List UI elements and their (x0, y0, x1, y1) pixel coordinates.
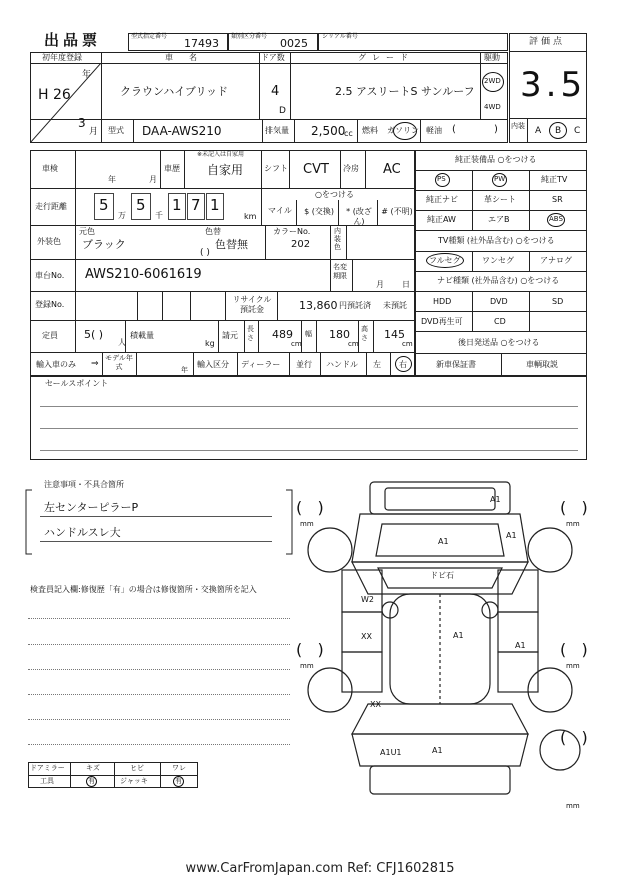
recycle-value: 13,860 (299, 299, 338, 312)
odo-digit-3: 1 (172, 196, 182, 214)
inspection-year: 年 (108, 175, 116, 184)
model-year-label: モデル年式 (105, 354, 133, 371)
first-reg-era: H 26 (38, 87, 71, 103)
rating-value: 3.5 (520, 65, 587, 105)
width-value: 180 (329, 328, 350, 341)
odo-tamper: * (改ざん) (346, 207, 372, 226)
import-parallel: 並行 (296, 360, 312, 369)
fuel-paren: ( ) (452, 124, 498, 135)
interior-c: C (574, 126, 581, 136)
bracket-right-bottom: ( ) (560, 728, 588, 747)
mm-left-top: mm (300, 520, 314, 528)
cond-tools: 工具 (40, 777, 54, 785)
ac-value: AC (383, 162, 401, 177)
color-no-value: 202 (291, 239, 311, 250)
mileage-label: 走行距離 (35, 202, 67, 211)
mm-left-mid: mm (300, 662, 314, 670)
rating-label: 評価点 (529, 37, 566, 47)
length-label: 長さ (247, 325, 254, 342)
height-label: 高さ (361, 325, 368, 342)
odo-swap: $ (交換) (304, 207, 334, 216)
cond-jack: ジャッキ (120, 777, 148, 785)
later-manual: 車輌取説 (526, 360, 558, 369)
eq-navi: 純正ナビ (426, 195, 458, 204)
tv-full-circle (426, 253, 464, 268)
equipment-header: 純正装備品 ○をつける (455, 155, 537, 164)
navi-dvd-play: DVD再生可 (421, 317, 463, 326)
inspector-title: 検査員記入欄:修復歴「有」の場合は修復箇所・交換箇所を記入 (30, 585, 257, 594)
name-change-label: 名変期限 (333, 263, 347, 280)
recycle-unit: 円預託済 (339, 301, 371, 310)
odo-unknown: # (不明) (381, 207, 413, 216)
eq-leather: 革シート (484, 195, 516, 204)
model-cert-value: 17493 (184, 37, 219, 50)
mark-rear-bumper: A1 (432, 746, 443, 755)
inspection-month: 月 (149, 175, 157, 184)
cond-jack-yes: 有 (175, 777, 182, 785)
page-title: 出品票 (44, 31, 102, 49)
eq-aw: 純正AW (427, 215, 456, 224)
drive-4wd: 4WD (484, 103, 501, 111)
color-no-label: カラーNo. (273, 227, 311, 236)
notes-line-2: ハンドルスレ大 (44, 526, 121, 539)
mark-rear-bumper-left: A1U1 (380, 748, 402, 757)
first-reg-month-unit: 月 (89, 127, 99, 137)
fuel-label: 燃料 (362, 126, 378, 135)
odo-mile: マイル (268, 206, 292, 215)
cond-crack: ヒビ (130, 764, 144, 772)
load-label: 積載量 (130, 331, 154, 340)
recycle-not: 未預託 (383, 301, 407, 310)
shift-label: シフト (264, 164, 288, 173)
length-value: 489 (272, 328, 293, 341)
first-reg-month: 3 (78, 116, 86, 130)
bracket-right-mid: ( ) (560, 640, 588, 659)
bracket-left-mid: ( ) (296, 640, 324, 659)
ac-label: 冷房 (343, 164, 359, 173)
odo-digit-4: 7 (191, 196, 201, 214)
eq-pw: PW (494, 175, 506, 183)
tv-full: フルセグ (429, 256, 461, 265)
capacity-unit: 人 (118, 338, 126, 347)
navi-cd: CD (494, 317, 506, 326)
first-reg-label: 初年度登録 (42, 53, 82, 62)
name-change-month: 月 (376, 280, 384, 289)
notes-line-1: 左センターピラーP (44, 501, 139, 514)
odo-digit-1: 5 (99, 196, 109, 214)
capacity-value: 5( ) (84, 328, 104, 341)
eq-tv: 純正TV (541, 175, 568, 184)
doors-value: 4 (271, 84, 280, 99)
mark-right-rear-door: A1 (515, 641, 526, 650)
footer-watermark: www.CarFromJapan.com Ref: CFJ1602815 (185, 861, 455, 876)
later-warranty: 新車保証書 (436, 360, 476, 369)
vin-value: AWS210-6061619 (85, 267, 202, 282)
grade-label: グレード (358, 53, 414, 62)
navi-dvd: DVD (490, 297, 508, 306)
mm-right-bottom: mm (566, 802, 580, 810)
eq-airbag: エアB (488, 215, 510, 224)
odo-digit-2: 5 (136, 196, 146, 214)
repaint-paren: ( ) (200, 248, 210, 258)
orig-color-label: 元色 (79, 227, 95, 236)
mark-hood-left: A1 (438, 537, 449, 546)
fuel-diesel: 軽油 (426, 126, 442, 135)
recycle-label: リサイクル預託金 (232, 295, 272, 314)
repaint-value: 色替無 (215, 238, 248, 251)
import-dealer: ディーラー (241, 360, 281, 369)
displacement-label: 排気量 (265, 126, 289, 135)
odo-man: 万 (118, 211, 126, 220)
eq-abs-circle (547, 213, 565, 227)
class-value: 0025 (280, 37, 308, 50)
mark-left-rear-door: XX (361, 632, 372, 641)
interior-label: 内装 (511, 122, 525, 130)
handle-left: 左 (373, 360, 381, 369)
mark-hood-right: A1 (506, 531, 517, 540)
height-unit: cm (402, 340, 413, 348)
interior-a: A (535, 126, 542, 136)
door-type: D (279, 106, 286, 116)
tv-one: ワンセグ (482, 256, 514, 265)
history-value: 自家用 (207, 163, 244, 177)
history-note: ※未記入は自家用 (197, 151, 245, 158)
car-name-label: 車名 (165, 53, 213, 62)
notes-bracket (24, 488, 294, 558)
interior-color-label: 内装色 (334, 227, 341, 251)
eq-abs: ABS (549, 215, 563, 223)
handle-right-circle (395, 356, 412, 372)
displacement-value: 2,500 (311, 124, 346, 138)
interior-b-circle (549, 122, 567, 139)
odo-sen: 千 (155, 211, 163, 220)
import-arrow: ⇒ (91, 359, 99, 369)
doors-label: ドア数 (261, 53, 285, 62)
tv-analog: アナログ (540, 256, 572, 265)
odo-km: km (244, 212, 257, 221)
bracket-right-top: ( ) (560, 498, 588, 517)
mark-roof: A1 (453, 631, 464, 640)
name-change-day: 日 (402, 280, 410, 289)
cond-tools-circle (86, 776, 97, 787)
notes-title: 注意事項・不具合箇所 (44, 480, 124, 489)
car-diagram (290, 470, 600, 820)
reg-no-label: 登録No. (35, 300, 65, 309)
sales-point-box (30, 376, 587, 460)
vin-label: 車台No. (35, 271, 65, 280)
mm-right-mid: mm (566, 662, 580, 670)
cond-break: ワレ (172, 764, 186, 772)
model-label: 型式 (108, 126, 124, 135)
bracket-left-top: ( ) (296, 498, 324, 517)
drive-label: 駆動 (484, 53, 500, 62)
first-reg-year-unit: 年 (82, 70, 92, 80)
drive-2wd: 2WD (484, 77, 501, 85)
mark-windshield: ドビ石 (430, 571, 454, 580)
interior-b: B (555, 126, 562, 136)
class-label: 類別区分番号 (231, 33, 268, 40)
mark-front-bumper: A1 (490, 495, 501, 504)
shift-value: CVT (303, 162, 329, 177)
eq-ps-circle (435, 173, 450, 187)
grade-value: 2.5 アスリートS サンルーフ (335, 85, 475, 98)
cond-scratch: キズ (86, 764, 100, 772)
model-year-unit: 年 (181, 366, 188, 374)
odo-digit-5: 1 (210, 196, 220, 214)
import-label: 輸入車のみ (36, 360, 76, 369)
width-unit: cm (348, 340, 359, 348)
navi-hdd: HDD (433, 297, 452, 306)
repaint-label: 色替 (205, 227, 221, 236)
color-value: ブラック (82, 238, 126, 251)
mark-left-front-door: W2 (361, 595, 374, 604)
height-value: 145 (384, 328, 405, 341)
eq-pw-circle (492, 173, 507, 187)
tv-header: TV種類 (社外品含む) ○をつける (438, 236, 555, 245)
handle-right: 右 (399, 360, 407, 369)
fuel-gasoline-circle (393, 122, 417, 140)
odo-circle-note: ○をつける (315, 190, 354, 199)
later-header: 後日発送品 ○をつける (458, 338, 540, 347)
navi-header: ナビ種類 (社外品含む) ○をつける (437, 276, 560, 285)
handle-label: ハンドル (326, 360, 358, 369)
navi-sd: SD (552, 297, 564, 306)
eq-sr: SR (552, 195, 563, 204)
cond-jack-circle (173, 776, 184, 787)
model-value: DAA-AWS210 (142, 124, 222, 138)
sales-point-label: セールスポイント (45, 379, 109, 388)
inspection-label: 車検 (42, 164, 58, 173)
mark-left-rear-fender: XX (370, 700, 381, 709)
eq-ps: PS (437, 175, 446, 183)
request-label: 請元 (222, 331, 238, 340)
history-label: 車歴 (164, 164, 180, 173)
width-label: 幅 (305, 330, 312, 338)
displacement-unit: cc (344, 129, 353, 138)
model-cert-label: 型式指定番号 (131, 33, 168, 40)
exterior-color-label: 外装色 (37, 237, 61, 246)
import-type-label: 輸入区分 (197, 360, 229, 369)
capacity-label: 定員 (42, 331, 58, 340)
mm-right-top: mm (566, 520, 580, 528)
cond-tools-yes: 有 (88, 777, 95, 785)
serial-label: シリアル番号 (322, 33, 358, 40)
cond-mirror: ドアミラー (30, 764, 65, 772)
length-unit: cm (291, 340, 302, 348)
car-name-value: クラウンハイブリッド (120, 85, 229, 98)
load-unit: kg (205, 339, 215, 348)
fuel-gasoline: ガソリン (387, 126, 419, 135)
